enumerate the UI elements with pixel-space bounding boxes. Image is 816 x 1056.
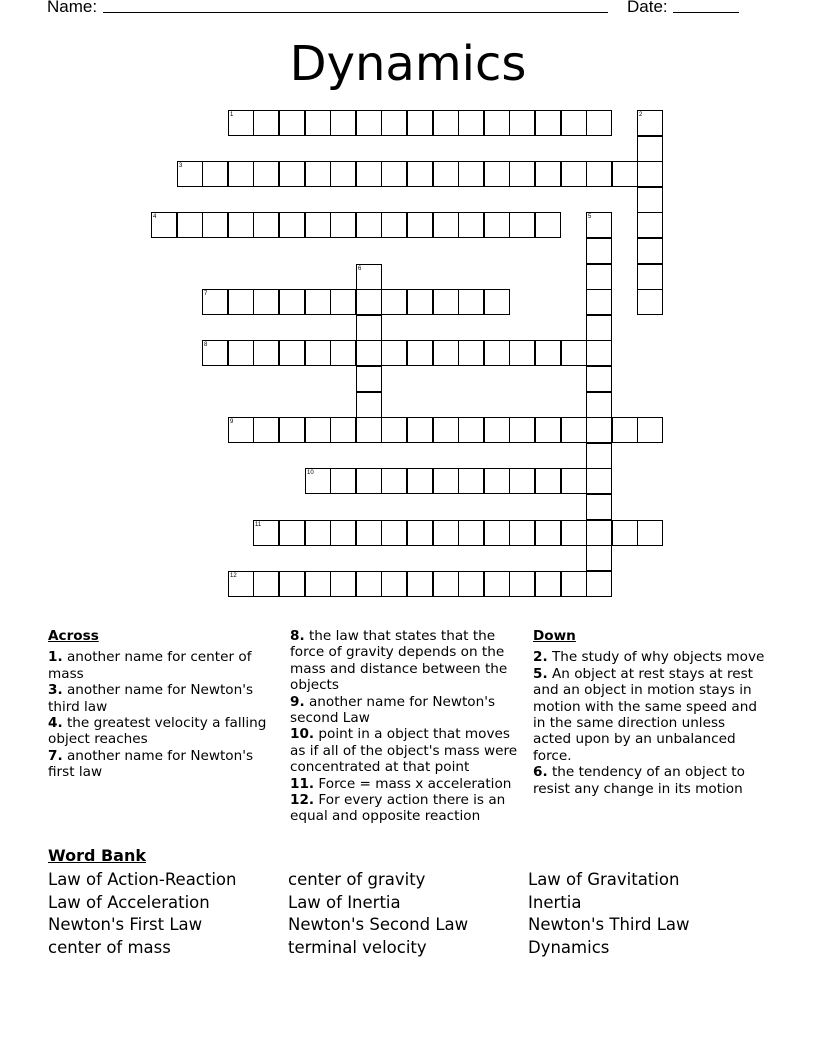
- crossword-cell[interactable]: [509, 110, 535, 136]
- crossword-cell[interactable]: [381, 417, 407, 443]
- across-clues-continued: [290, 628, 520, 842]
- crossword-cell[interactable]: [202, 289, 228, 315]
- crossword-cell[interactable]: [484, 212, 510, 238]
- crossword-cell[interactable]: [228, 340, 254, 366]
- cell-number: 1: [230, 112, 234, 118]
- cell-number: 12: [230, 573, 237, 579]
- crossword-cell[interactable]: [433, 468, 459, 494]
- crossword-cell[interactable]: [330, 520, 356, 546]
- crossword-cell[interactable]: [637, 136, 663, 162]
- crossword-cell[interactable]: [586, 443, 612, 469]
- worksheet-header: [47, 0, 767, 19]
- crossword-cell[interactable]: [279, 212, 305, 238]
- crossword-cell[interactable]: [253, 571, 279, 597]
- cell-number: 2: [639, 112, 643, 118]
- crossword-cell[interactable]: [535, 417, 561, 443]
- crossword-cell[interactable]: [484, 468, 510, 494]
- crossword-cell[interactable]: [433, 289, 459, 315]
- clue-across-7: [48, 748, 270, 781]
- cell-number: 8: [204, 342, 208, 348]
- crossword-cell[interactable]: [305, 110, 331, 136]
- down-heading: Down: [533, 628, 576, 644]
- word-bank-item: Law of Acceleration: [48, 892, 210, 912]
- crossword-cell[interactable]: [433, 571, 459, 597]
- crossword-cell[interactable]: [612, 161, 638, 187]
- crossword-cell[interactable]: [637, 161, 663, 187]
- crossword-cell[interactable]: [509, 468, 535, 494]
- crossword-cell[interactable]: [305, 417, 331, 443]
- crossword-cell[interactable]: [637, 110, 663, 136]
- crossword-cell[interactable]: [356, 264, 382, 290]
- crossword-cell[interactable]: [356, 340, 382, 366]
- clue-down-2: [533, 649, 765, 665]
- crossword-cell[interactable]: [561, 468, 587, 494]
- crossword-cell[interactable]: [433, 417, 459, 443]
- crossword-cell[interactable]: [586, 468, 612, 494]
- word-bank-item: Newton's Third Law: [528, 915, 690, 935]
- word-bank-item: Newton's Second Law: [288, 915, 469, 935]
- crossword-cell[interactable]: [509, 161, 535, 187]
- crossword-cell[interactable]: [228, 110, 254, 136]
- crossword-cell[interactable]: [637, 520, 663, 546]
- crossword-cell[interactable]: [253, 340, 279, 366]
- crossword-cell[interactable]: [202, 340, 228, 366]
- crossword-cell[interactable]: [509, 571, 535, 597]
- crossword-cell[interactable]: [458, 520, 484, 546]
- crossword-cell[interactable]: [561, 520, 587, 546]
- crossword-cell[interactable]: [202, 212, 228, 238]
- crossword-cell[interactable]: [279, 161, 305, 187]
- word-bank-item: center of mass: [48, 938, 171, 958]
- crossword-cell[interactable]: [356, 468, 382, 494]
- crossword-cell[interactable]: [637, 417, 663, 443]
- crossword-cell[interactable]: [586, 392, 612, 418]
- crossword-cell[interactable]: [356, 571, 382, 597]
- crossword-cell[interactable]: [407, 468, 433, 494]
- crossword-cell[interactable]: [433, 520, 459, 546]
- clue-number: 6.: [533, 764, 548, 781]
- crossword-cell[interactable]: [407, 212, 433, 238]
- word-bank-list: [48, 869, 788, 960]
- clue-number: 10.: [290, 726, 315, 743]
- clue-across-1: [48, 649, 270, 682]
- crossword-cell[interactable]: [279, 289, 305, 315]
- crossword-cell[interactable]: [330, 161, 356, 187]
- clue-text: the law that states that the force of gravity depends on the mass and distance between the objects: [290, 628, 508, 694]
- clue-text: point in a object that moves as if all of the object's mass were concentrated at that point: [290, 726, 518, 776]
- crossword-cell[interactable]: [637, 289, 663, 315]
- clue-text: the tendency of an object to resist any change in its motion: [533, 764, 745, 797]
- crossword-cell[interactable]: [330, 340, 356, 366]
- crossword-cell[interactable]: [381, 289, 407, 315]
- crossword-cell[interactable]: [356, 110, 382, 136]
- crossword-cell[interactable]: [484, 289, 510, 315]
- crossword-cell[interactable]: [356, 212, 382, 238]
- crossword-cell[interactable]: [484, 110, 510, 136]
- crossword-cell[interactable]: [305, 571, 331, 597]
- crossword-cell[interactable]: [637, 212, 663, 238]
- crossword-cell[interactable]: [177, 212, 203, 238]
- crossword-cell[interactable]: [202, 161, 228, 187]
- clue-number: 8.: [290, 628, 305, 644]
- crossword-cell[interactable]: [253, 520, 279, 546]
- crossword-cell[interactable]: [561, 110, 587, 136]
- down-clues-column: [533, 628, 765, 797]
- crossword-cell[interactable]: [509, 212, 535, 238]
- crossword-cell[interactable]: [407, 340, 433, 366]
- crossword-cell[interactable]: [305, 340, 331, 366]
- crossword-cell[interactable]: [586, 264, 612, 290]
- crossword-cell[interactable]: [356, 392, 382, 418]
- crossword-cell[interactable]: [535, 161, 561, 187]
- clue-across-4: [48, 715, 270, 748]
- crossword-cell[interactable]: [330, 468, 356, 494]
- crossword-cell[interactable]: [356, 520, 382, 546]
- crossword-cell[interactable]: [279, 571, 305, 597]
- crossword-cell[interactable]: [330, 289, 356, 315]
- crossword-cell[interactable]: [305, 161, 331, 187]
- crossword-cell[interactable]: [586, 545, 612, 571]
- crossword-cell[interactable]: [381, 161, 407, 187]
- crossword-cell[interactable]: [561, 571, 587, 597]
- crossword-cell[interactable]: [305, 289, 331, 315]
- crossword-cell[interactable]: [253, 417, 279, 443]
- clue-down-5: [533, 666, 765, 764]
- crossword-cell[interactable]: [458, 289, 484, 315]
- crossword-cell[interactable]: [458, 161, 484, 187]
- clue-down-6: [533, 764, 765, 797]
- crossword-cell[interactable]: [356, 366, 382, 392]
- clue-across-12: [290, 792, 520, 825]
- clue-across-11: [290, 776, 520, 792]
- crossword-cell[interactable]: [177, 161, 203, 187]
- crossword-cell[interactable]: [253, 212, 279, 238]
- across-heading: Across: [48, 628, 99, 644]
- page-title: Dynamics: [289, 36, 527, 92]
- crossword-cell[interactable]: [586, 238, 612, 264]
- crossword-cell[interactable]: [484, 340, 510, 366]
- word-bank-title: Word Bank: [48, 846, 147, 865]
- crossword-cell[interactable]: [407, 520, 433, 546]
- crossword-cell[interactable]: [381, 340, 407, 366]
- clue-text: another name for center of mass: [48, 649, 252, 682]
- crossword-cell[interactable]: [433, 110, 459, 136]
- cell-number: 6: [358, 266, 362, 272]
- clue-across-9: [290, 694, 520, 727]
- clue-across-8: [290, 628, 520, 694]
- crossword-cell[interactable]: [381, 212, 407, 238]
- crossword-cell[interactable]: [330, 571, 356, 597]
- date-field[interactable]: [673, 12, 739, 13]
- crossword-cell[interactable]: [484, 417, 510, 443]
- name-label: Name:: [47, 0, 98, 16]
- crossword-cell[interactable]: [330, 212, 356, 238]
- crossword-cell[interactable]: [305, 468, 331, 494]
- crossword-cell[interactable]: [509, 340, 535, 366]
- crossword-cell[interactable]: [228, 417, 254, 443]
- crossword-cell[interactable]: [586, 417, 612, 443]
- clue-across-10: [290, 726, 520, 775]
- crossword-cell[interactable]: [433, 161, 459, 187]
- word-bank-item: terminal velocity: [288, 938, 427, 958]
- crossword-cell[interactable]: [458, 468, 484, 494]
- cell-number: 11: [255, 522, 262, 528]
- date-label: Date:: [627, 0, 668, 16]
- clue-number: 4.: [48, 715, 63, 732]
- clue-text: another name for Newton's second Law: [290, 693, 496, 727]
- crossword-cell[interactable]: [535, 520, 561, 546]
- crossword-cell[interactable]: [305, 520, 331, 546]
- crossword-cell[interactable]: [637, 187, 663, 213]
- clue-text: the greatest velocity a falling object reaches: [48, 715, 267, 748]
- crossword-cell[interactable]: [586, 212, 612, 238]
- crossword-cell[interactable]: [279, 110, 305, 136]
- crossword-cell[interactable]: [356, 417, 382, 443]
- crossword-cell[interactable]: [356, 315, 382, 341]
- crossword-cell[interactable]: [586, 366, 612, 392]
- crossword-cell[interactable]: [433, 340, 459, 366]
- crossword-cell[interactable]: [535, 340, 561, 366]
- crossword-cell[interactable]: [637, 238, 663, 264]
- crossword-cell[interactable]: [458, 571, 484, 597]
- crossword-cell[interactable]: [586, 289, 612, 315]
- word-bank-item: Dynamics: [528, 938, 610, 958]
- clue-number: 7.: [48, 747, 63, 764]
- crossword-cell[interactable]: [407, 110, 433, 136]
- crossword-cell[interactable]: [561, 161, 587, 187]
- word-bank-item: Newton's First Law: [48, 915, 203, 935]
- clue-number: 2.: [533, 649, 548, 666]
- crossword-cell[interactable]: [330, 417, 356, 443]
- crossword-cell[interactable]: [509, 520, 535, 546]
- crossword-cell[interactable]: [612, 417, 638, 443]
- crossword-cell[interactable]: [586, 340, 612, 366]
- across-clues-column: [48, 628, 270, 781]
- word-bank-item: center of gravity: [288, 870, 426, 889]
- clue-number: 9.: [290, 693, 305, 710]
- clue-number: 12.: [290, 792, 315, 809]
- crossword-cell[interactable]: [637, 264, 663, 290]
- crossword-cell[interactable]: [253, 289, 279, 315]
- crossword-cell[interactable]: [279, 340, 305, 366]
- crossword-cell[interactable]: [535, 468, 561, 494]
- clue-number: 1.: [48, 649, 63, 666]
- crossword-cell[interactable]: [407, 161, 433, 187]
- word-bank-item: Law of Inertia: [288, 892, 401, 912]
- crossword-cell[interactable]: [586, 315, 612, 341]
- clue-text: another name for Newton's first law: [48, 747, 254, 781]
- crossword-cell[interactable]: [561, 340, 587, 366]
- clue-across-3: [48, 682, 270, 715]
- crossword-cell[interactable]: [561, 417, 587, 443]
- crossword-cell[interactable]: [586, 161, 612, 187]
- crossword-cell[interactable]: [279, 520, 305, 546]
- crossword-cell[interactable]: [381, 520, 407, 546]
- cell-number: 9: [230, 419, 234, 425]
- crossword-cell[interactable]: [356, 161, 382, 187]
- crossword-cell[interactable]: [381, 468, 407, 494]
- cell-number: 7: [204, 291, 208, 297]
- crossword-cell[interactable]: [228, 161, 254, 187]
- crossword-cell[interactable]: [509, 417, 535, 443]
- crossword-cell[interactable]: [407, 571, 433, 597]
- crossword-cell[interactable]: [381, 571, 407, 597]
- crossword-cell[interactable]: [330, 110, 356, 136]
- clue-number: 5.: [533, 665, 548, 682]
- crossword-cell[interactable]: [253, 161, 279, 187]
- clue-text: The study of why objects move: [551, 649, 765, 666]
- word-bank-item: Law of Action-Reaction: [48, 870, 237, 889]
- clue-number: 11.: [290, 775, 315, 792]
- crossword-cell[interactable]: [151, 212, 177, 238]
- crossword-cell[interactable]: [586, 494, 612, 520]
- crossword-cell[interactable]: [228, 571, 254, 597]
- crossword-cell[interactable]: [586, 520, 612, 546]
- crossword-cell[interactable]: [586, 110, 612, 136]
- crossword-cell[interactable]: [586, 571, 612, 597]
- crossword-cell[interactable]: [228, 212, 254, 238]
- crossword-cell[interactable]: [458, 340, 484, 366]
- cell-number: 10: [307, 470, 314, 476]
- crossword-cell[interactable]: [535, 571, 561, 597]
- cell-number: 3: [179, 163, 183, 169]
- crossword-cell[interactable]: [458, 110, 484, 136]
- word-bank: [48, 846, 788, 960]
- clue-text: another name for Newton's third law: [48, 682, 254, 715]
- clue-text: Force = mass x acceleration: [318, 775, 512, 792]
- crossword-cell[interactable]: [228, 289, 254, 315]
- cell-number: 4: [153, 214, 157, 220]
- crossword-cell[interactable]: [484, 571, 510, 597]
- name-field[interactable]: [103, 12, 608, 13]
- crossword-cell[interactable]: [535, 110, 561, 136]
- crossword-cell[interactable]: [484, 520, 510, 546]
- crossword-cell[interactable]: [279, 417, 305, 443]
- crossword-cell[interactable]: [407, 417, 433, 443]
- crossword-cell[interactable]: [535, 212, 561, 238]
- clue-text: An object at rest stays at rest and an object in motion stays in motion with the same speed and in the same direction unless acted upon by an unbalanced force.: [533, 665, 758, 764]
- crossword-cell[interactable]: [305, 212, 331, 238]
- crossword-cell[interactable]: [612, 520, 638, 546]
- clue-text: For every action there is an equal and opposite reaction: [290, 792, 506, 825]
- cell-number: 5: [588, 214, 592, 220]
- crossword-cell[interactable]: [484, 161, 510, 187]
- crossword-cell[interactable]: [356, 289, 382, 315]
- crossword-cell[interactable]: [458, 417, 484, 443]
- crossword-cell[interactable]: [381, 110, 407, 136]
- word-bank-item: Law of Gravitation: [528, 870, 680, 889]
- crossword-cell[interactable]: [458, 212, 484, 238]
- clue-number: 3.: [48, 682, 63, 699]
- crossword-cell[interactable]: [433, 212, 459, 238]
- crossword-cell[interactable]: [253, 110, 279, 136]
- crossword-cell[interactable]: [407, 289, 433, 315]
- word-bank-item: Inertia: [528, 892, 582, 912]
